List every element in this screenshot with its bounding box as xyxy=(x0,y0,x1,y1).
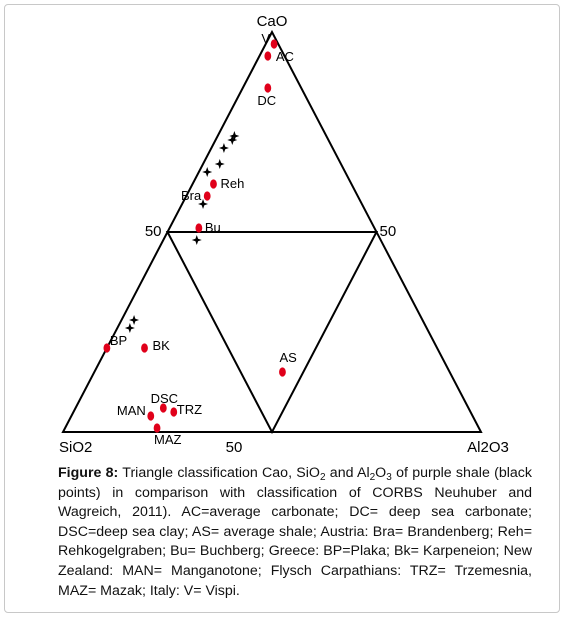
caption-label: Figure 8: xyxy=(58,465,119,481)
reference-point-reh xyxy=(210,179,217,188)
reference-point-bu xyxy=(195,223,202,232)
midpoint-label-left: 50 xyxy=(144,223,162,240)
midpoint-label-right: 50 xyxy=(379,223,397,240)
reference-label-dc: DC xyxy=(257,93,277,108)
reference-point-man xyxy=(147,411,154,420)
reference-label-maz: MAZ xyxy=(154,432,182,447)
axis-labels xyxy=(59,13,509,456)
figure-caption xyxy=(58,464,532,601)
reference-label-bra: Bra xyxy=(180,188,202,203)
reference-point-bk xyxy=(141,343,148,352)
reference-points xyxy=(103,31,297,447)
reference-label-bk: BK xyxy=(152,338,170,353)
triangle-lines xyxy=(63,32,481,432)
reference-label-ac: AC xyxy=(275,49,294,64)
midpoint-label-bottom: 50 xyxy=(225,439,243,456)
reference-label-bp: BP xyxy=(109,333,128,348)
reference-point-v xyxy=(271,39,278,48)
vertex-label-cao: CaO xyxy=(256,13,288,30)
sample-point xyxy=(219,143,229,153)
sample-point xyxy=(129,315,139,325)
sample-point xyxy=(202,167,212,177)
reference-point-as xyxy=(279,367,286,376)
reference-label-dsc: DSC xyxy=(150,391,179,406)
reference-label-reh: Reh xyxy=(220,176,245,191)
reference-label-as: AS xyxy=(279,350,297,365)
reference-label-v: V xyxy=(261,31,271,46)
sample-point xyxy=(125,323,135,333)
vertex-label-al2o3: Al2O3 xyxy=(467,439,509,456)
sample-point xyxy=(192,235,202,245)
reference-point-dc xyxy=(264,83,271,92)
reference-point-ac xyxy=(264,51,271,60)
reference-point-bra xyxy=(204,191,211,200)
reference-label-trz: TRZ xyxy=(176,402,203,417)
reference-label-bu: Bu xyxy=(204,220,221,235)
caption-text: Triangle classification Cao, SiO$_2$ and $Al_2O_3$ of purple shale (black points) in comparison with classification of CORBS Neuhuber and Wagreich, 2011). AC=average carbonate; DC= deep sea carbonate; DSC=deep sea clay; AS= average shale; Austria: Bra= Brandenberg; Reh= Rehkogelgraben; Bu= Buchberg; Greece: BP=Plaka; Bk= Karpeneion; New Zealand: MAN= Manganotone; Flysch Carpathians: TRZ= Trzemesnia, MAZ= Mazak; Italy: V= Vispi. xyxy=(58,465,532,599)
sample-point xyxy=(215,159,225,169)
vertex-label-sio2: SiO2 xyxy=(59,439,93,456)
reference-label-man: MAN xyxy=(116,403,146,418)
